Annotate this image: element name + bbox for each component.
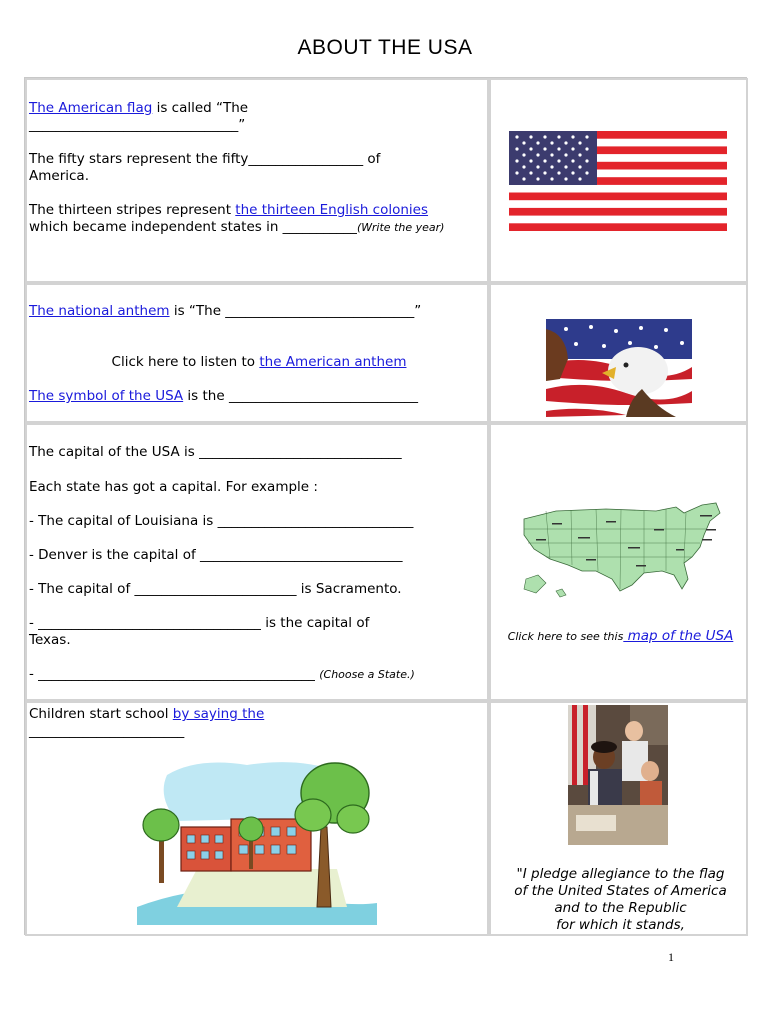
map-caption-text: Click here to see this — [507, 630, 624, 643]
pledge-line-2: of the United States of America — [514, 883, 727, 899]
stripes-text-2: which became independent states in ___________ — [29, 219, 357, 235]
row4-text-cell — [25, 701, 489, 936]
children-question — [29, 706, 489, 740]
capital-usa-question: The capital of the USA is ______________________________ — [29, 444, 402, 460]
stripes-question — [29, 202, 491, 236]
symbol-link[interactable]: The symbol of the USA — [29, 388, 184, 404]
louisiana-question: - The capital of Louisiana is _____________________________ — [29, 513, 414, 529]
listen-text: Click here to listen to — [111, 354, 260, 370]
children-text: Children start school — [29, 706, 173, 722]
children-blank: _______________________ — [29, 723, 185, 739]
usa-map-image — [516, 499, 722, 603]
row2-text-cell — [25, 283, 489, 423]
page-title: ABOUT THE USA — [297, 36, 473, 59]
pledge-line-3: and to the Republic — [554, 900, 687, 916]
national-anthem-link[interactable]: The national anthem — [29, 303, 170, 319]
pledge-line-4: for which it stands, — [556, 917, 685, 933]
each-state-text: Each state has got a capital. For example : — [29, 479, 318, 495]
texas-question — [29, 615, 489, 649]
symbol-text: is the ____________________________ — [183, 388, 418, 404]
row2-image-cell — [489, 283, 748, 423]
row3-text-cell — [25, 423, 489, 701]
choose-state-hint: (Choose a State.) — [319, 668, 415, 681]
thirteen-colonies-link[interactable]: the thirteen English colonies — [235, 202, 429, 218]
texas-text-1: - _________________________________ is the capital of — [29, 615, 370, 631]
pledge-line-1: "I pledge allegiance to the flag — [516, 866, 725, 882]
flag-question — [29, 100, 489, 134]
eagle-flag-image — [546, 319, 692, 417]
symbol-question — [29, 388, 489, 405]
anthem-text: is “The ____________________________” — [169, 303, 422, 319]
sacramento-question: - The capital of ________________________ is Sacramento. — [29, 581, 402, 597]
row3-image-cell — [489, 423, 748, 701]
content-table — [24, 77, 747, 935]
stars-text-2: America. — [29, 168, 89, 184]
american-flag-link[interactable]: The American flag — [29, 100, 153, 116]
map-caption — [491, 628, 750, 645]
stars-question — [29, 151, 489, 185]
row4-image-cell — [489, 701, 748, 936]
saying-the-link[interactable]: by saying the — [172, 706, 265, 722]
row1-image-cell — [489, 78, 748, 283]
listen-line — [27, 354, 491, 371]
school-clipart-image — [137, 757, 377, 925]
pledge-photo-image — [568, 705, 668, 845]
stripes-text-1: The thirteen stripes represent — [29, 202, 236, 218]
flag-blank: _______________________________” — [29, 117, 246, 133]
anthem-question — [29, 303, 489, 320]
texas-text-2: Texas. — [29, 632, 71, 648]
american-flag-image — [509, 131, 727, 231]
choose-state-question — [29, 666, 469, 683]
stars-text-1: The fifty stars represent the fifty_________________ of — [29, 151, 381, 167]
flag-called-text: is called “The — [152, 100, 249, 116]
map-of-usa-link[interactable]: map of the USA — [623, 628, 734, 644]
page-number: 1 — [668, 950, 674, 964]
american-anthem-link[interactable]: the American anthem — [259, 354, 407, 370]
pledge-text — [491, 866, 750, 934]
choose-blank: - _________________________________________ — [29, 666, 315, 682]
write-year-hint: (Write the year) — [356, 221, 445, 234]
row1-text-cell — [25, 78, 489, 283]
denver-question: - Denver is the capital of ______________________________ — [29, 547, 403, 563]
